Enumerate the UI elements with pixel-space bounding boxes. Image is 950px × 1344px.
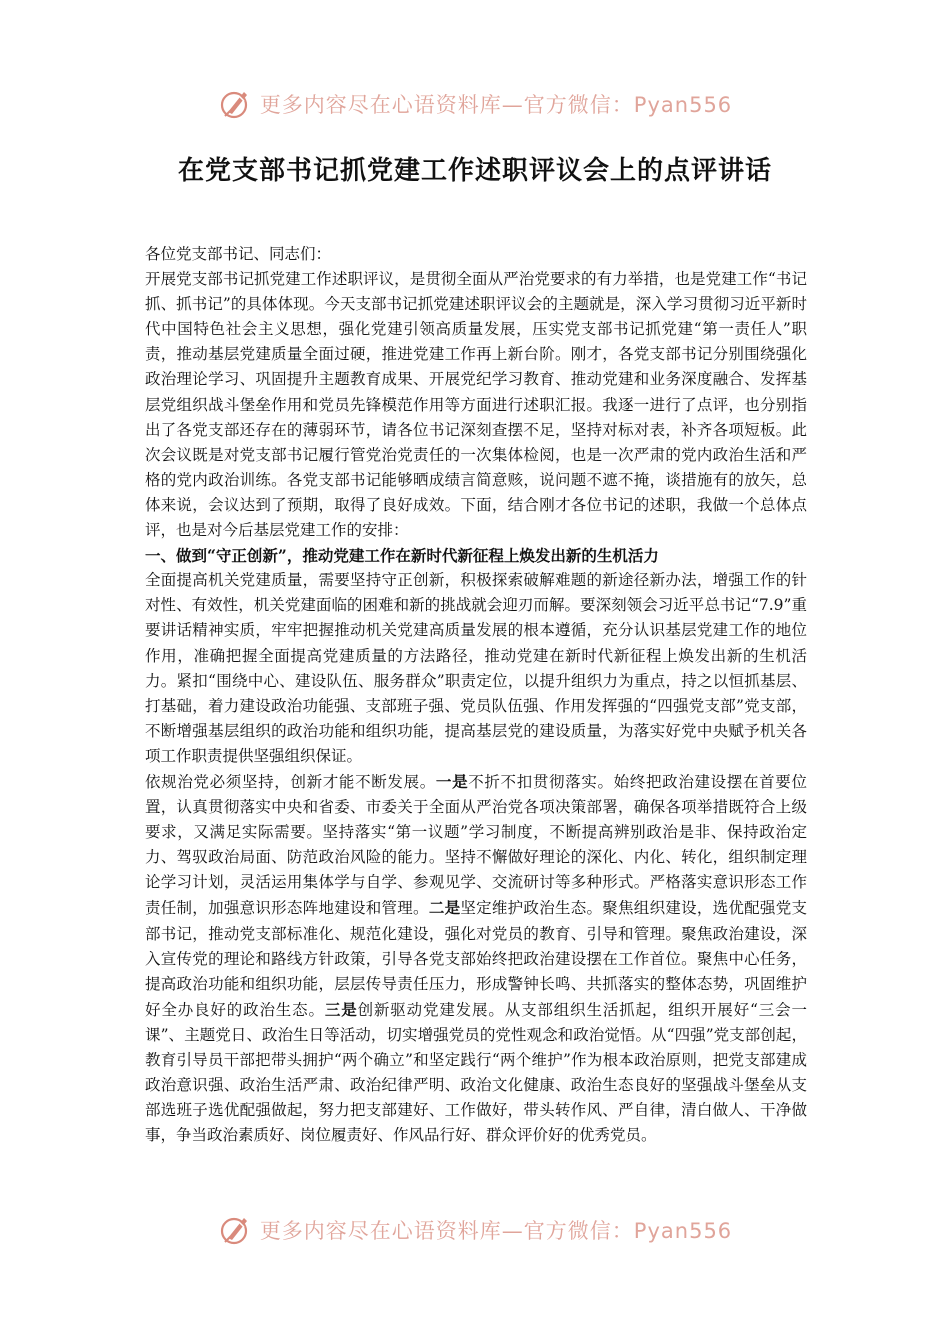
quill-logo-icon: [218, 1212, 254, 1248]
document-body: [145, 242, 807, 1148]
watermark-banner-bottom: [0, 1208, 950, 1252]
section-1-paragraph-2: [145, 769, 807, 1148]
point-3-label: 三是: [324, 999, 358, 1019]
point-3-text: 创新驱动党建发展。从支部组织生活抓起，组织开展好“三会一课”、主题党日、政治生日等活动，切实增强党员的党性观念和政治觉悟。从“四强”党支部创起，教育引导员干部把带头拥护“两个确立”和坚定践行“两个维护”作为根本政治原则，把党支部建成政治意识强、政治生活严肃、政治纪律严明、政治文化健康、政治生态良好的坚强战斗堡垒从支部选班子选优配强做起，努力把支部建好、工作做好，带头转作风、严自律，清白做人、干净做事，争当政治素质好、岗位履责好、作风品行好、群众评价好的优秀党员。: [145, 1000, 807, 1145]
section-1-paragraph-1: 全面提高机关党建质量，需要坚持守正创新，积极探索破解难题的新途径新办法，增强工作的针对性、有效性，机关党建面临的困难和新的挑战就会迎刃而解。要深刻领会习近平总书记“7.9”重要讲话精神实质，牢牢把握推动机关党建高质量发展的根本遵循，充分认识基层党建工作的地位作用，准确把握全面提高党建质量的方法路径，推动党建在新时代新征程上焕发出新的生机活力。紧扣“围绕中心、建设队伍、服务群众”职责定位，以提升组织力为重点，持之以恒抓基层、打基础，着力建设政治功能强、支部班子强、党员队伍强、作用发挥强的“四强党支部”党支部，不断增强基层组织的政治功能和组织功能，提高基层党的建设质量，为落实好党中央赋予机关各项工作职责提供坚强组织保证。: [145, 571, 807, 765]
section-1-heading: 一、做到“守正创新”，推动党建工作在新时代新征程上焕发出新的生机活力: [145, 546, 659, 566]
point-2-label: 二是: [428, 898, 461, 918]
quill-logo-icon: [218, 86, 254, 122]
point-1-text: 不折不扣贯彻落实。始终把政治建设摆在首要位置，认真贯彻落实中央和省委、市委关于全面从严治党各项决策部署，确保各项举措既符合上级要求，又满足实际需要。坚持落实“第一议题”学习制度，不断提高辨别政治是非、保持政治定力、驾驭政治局面、防范政治风险的能力。坚持不懈做好理论的深化、内化、转化，组织制定理论学习计划，灵活运用集体学与自学、参观见学、交流研讨等多种形式。严格落实意识形态工作责任制，加强意识形态阵地建设和管理。: [145, 772, 807, 918]
watermark-text: 更多内容尽在心语资料库—官方微信：Pyan556: [259, 93, 733, 117]
salutation: 各位党支部书记、同志们：: [145, 245, 332, 263]
point-1-label: 一是: [435, 771, 469, 791]
document-title: 在党支部书记抓党建工作述职评议会上的点评讲话: [177, 156, 772, 186]
watermark-text: 更多内容尽在心语资料库—官方微信：Pyan556: [259, 1219, 733, 1243]
point-2-text: 坚定维护政治生态。聚焦组织建设，选优配强党支部书记，推动党支部标准化、规范化建设，强化对党员的教育、引导和管理。聚焦政治建设，深入宣传党的理论和路线方针政策，引导各党支部始终把政治建设摆在工作首位。聚焦中心任务，提高政治功能和组织功能，层层传导责任压力，形成警钟长鸣、共抓落实的整体态势，巩固维护好全办良好的政治生态。: [145, 899, 807, 1019]
paragraph-lead: 依规治党必须坚持，创新才能不断发展。: [145, 772, 436, 791]
intro-paragraph: 开展党支部书记抓党建工作述职评议，是贯彻全面从严治党要求的有力举措，也是党建工作“书记抓、抓书记”的具体体现。今天支部书记抓党建述职评议会的主题就是，深入学习贯彻习近平新时代中国特色社会主义思想，强化党建引领高质量发展，压实党支部书记抓党建“第一责任人”职责，推动基层党建质量全面过硬，推进党建工作再上新台阶。刚才，各党支部书记分别围绕强化政治理论学习、巩固提升主题教育成果、开展党纪学习教育、推动党建和业务深度融合、发挥基层党组织战斗堡垒作用和党员先锋模范作用等方面进行述职汇报。我逐一进行了点评，也分别指出了各党支部还存在的薄弱环节，请各位书记深刻查摆不足，坚持对标对表，补齐各项短板。此次会议既是对党支部书记履行管党治党责任的一次集体检阅，也是一次严肃的党内政治生活和严格的党内政治训练。各党支部书记能够晒成绩言简意赅，说问题不遮不掩，谈措施有的放矢，总体来说，会议达到了预期，取得了良好成效。下面，结合刚才各位书记的述职，我做一个总体点评，也是对今后基层党建工作的安排：: [145, 270, 807, 540]
watermark-banner-top: [0, 82, 950, 126]
